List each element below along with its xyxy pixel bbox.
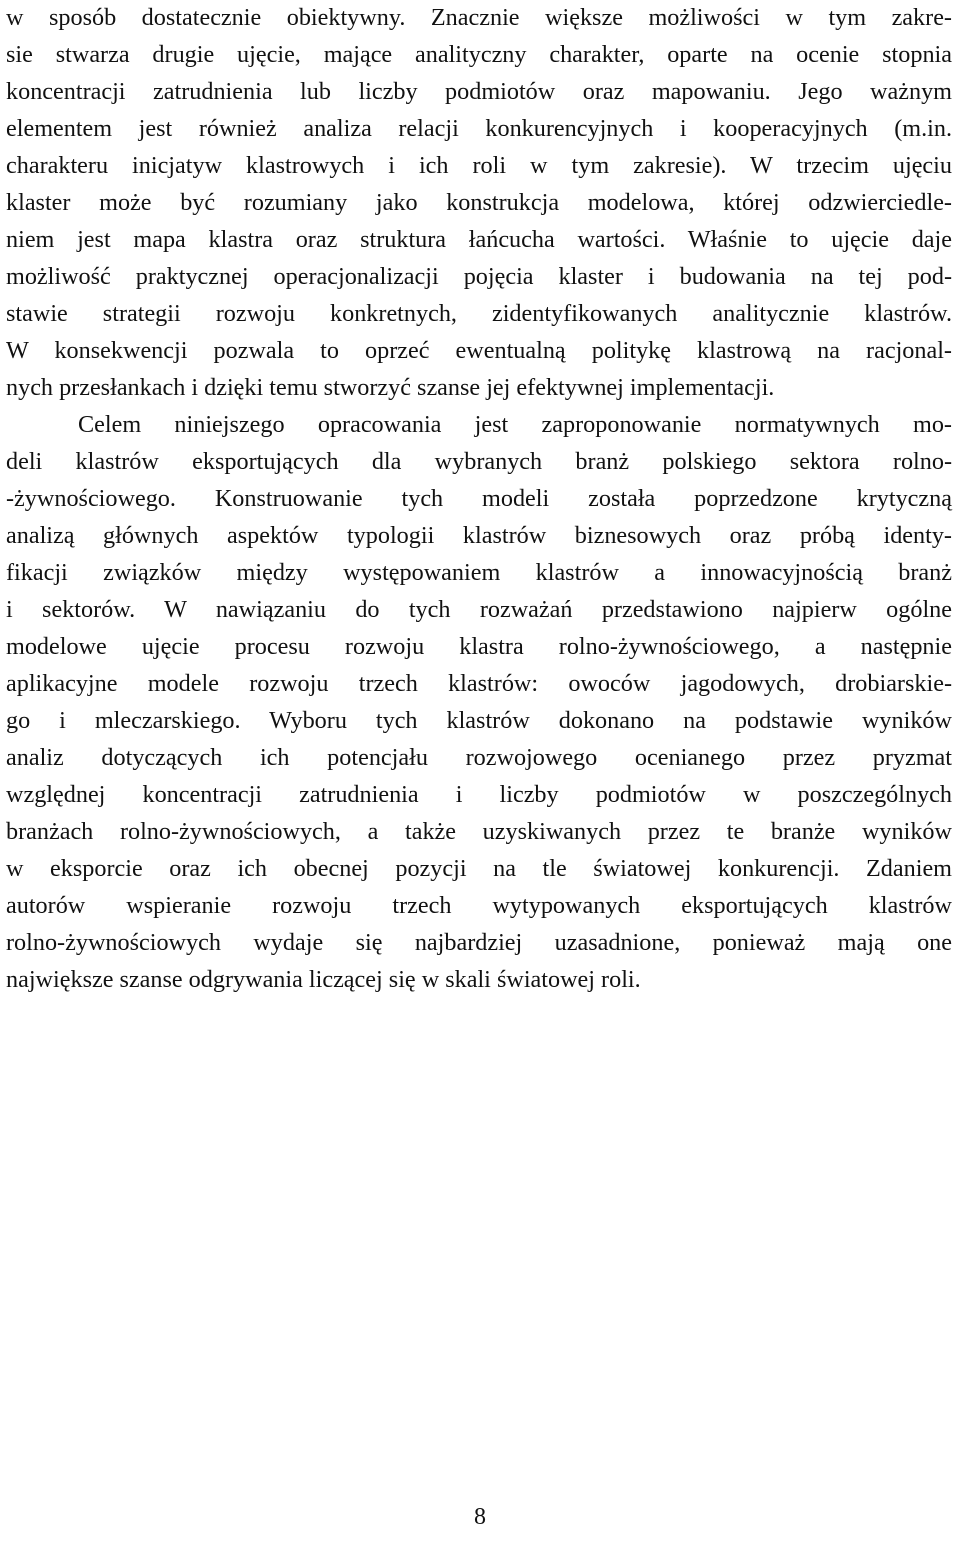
text-line: branżach rolno-żywnościowych, a także uzyskiwanych przez te branże wyników: [6, 818, 952, 845]
text-line: największe szanse odgrywania liczącej się w skali światowej roli.: [6, 966, 641, 993]
text-line: w eksporcie oraz ich obecnej pozycji na tle światowej konkurencji. Zdaniem: [6, 855, 952, 882]
text-line: względnej koncentracji zatrudnienia i liczby podmiotów w poszczególnych: [6, 781, 952, 808]
text-line: W konsekwencji pozwala to oprzeć ewentualną politykę klastrową na racjonal-: [6, 337, 952, 364]
text-line: rolno-żywnościowych wydaje się najbardziej uzasadnione, ponieważ mają one: [6, 929, 952, 956]
text-line: sie stwarza drugie ujęcie, mające analityczny charakter, oparte na ocenie stopnia: [6, 41, 952, 68]
text-line: go i mleczarskiego. Wyboru tych klastrów dokonano na podstawie wyników: [6, 707, 952, 734]
text-line: nych przesłankach i dzięki temu stworzyć szanse jej efektywnej implementacji.: [6, 374, 775, 401]
text-line: modelowe ujęcie procesu rozwoju klastra rolno-żywnościowego, a następnie: [6, 633, 952, 660]
text-line: elementem jest również analiza relacji konkurencyjnych i kooperacyjnych (m.in.: [6, 115, 952, 142]
text-line: stawie strategii rozwoju konkretnych, zidentyfikowanych analitycznie klastrów.: [6, 300, 952, 327]
text-line: autorów wspieranie rozwoju trzech wytypowanych eksportujących klastrów: [6, 892, 952, 919]
text-line: charakteru inicjatyw klastrowych i ich roli w tym zakresie). W trzecim ujęciu: [6, 152, 952, 179]
text-line: koncentracji zatrudnienia lub liczby podmiotów oraz mapowaniu. Jego ważnym: [6, 78, 952, 105]
text-line: fikacji związków między występowaniem klastrów a innowacyjnością branż: [6, 559, 952, 586]
text-line: -żywnościowego. Konstruowanie tych modeli została poprzedzone krytyczną: [6, 485, 952, 512]
text-line: aplikacyjne modele rozwoju trzech klastrów: owoców jagodowych, drobiarskie-: [6, 670, 952, 697]
text-line: możliwość praktycznej operacjonalizacji pojęcia klaster i budowania na tej pod-: [6, 263, 952, 290]
text-line: analizą głównych aspektów typologii klastrów biznesowych oraz próbą identy-: [6, 522, 952, 549]
page-number: 8: [474, 1504, 486, 1530]
text-line: niem jest mapa klastra oraz struktura łańcucha wartości. Właśnie to ujęcie daje: [6, 226, 952, 253]
text-line: deli klastrów eksportujących dla wybranych branż polskiego sektora rolno-: [6, 448, 952, 475]
text-line: i sektorów. W nawiązaniu do tych rozważań przedstawiono najpierw ogólne: [6, 596, 952, 623]
text-line: Celem niniejszego opracowania jest zaproponowanie normatywnych mo-: [78, 411, 952, 438]
text-line: analiz dotyczących ich potencjału rozwojowego ocenianego przez pryzmat: [6, 744, 952, 771]
text-line: klaster może być rozumiany jako konstrukcja modelowa, której odzwierciedle-: [6, 189, 952, 216]
text-line: w sposób dostatecznie obiektywny. Znacznie większe możliwości w tym zakre-: [6, 4, 952, 31]
